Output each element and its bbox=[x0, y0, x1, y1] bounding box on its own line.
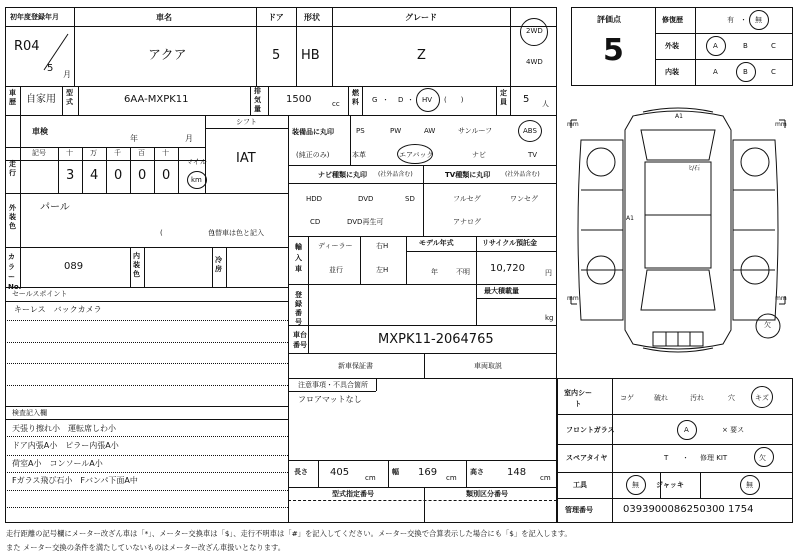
reg-number-label: 登録番号 bbox=[295, 291, 302, 326]
tv-fullseg: フルセグ bbox=[453, 195, 481, 203]
navi-dvd-play: DVD再生可 bbox=[347, 218, 384, 226]
fuel-label: 燃料 bbox=[352, 89, 359, 106]
grade-label: グレード bbox=[405, 13, 437, 22]
import-dealer: ディーラー bbox=[318, 242, 353, 250]
width-value: 169 bbox=[418, 467, 438, 478]
tv-oneseg: ワンセグ bbox=[510, 195, 538, 203]
max-load-kg: kg bbox=[545, 314, 554, 322]
windshield-label: フロントガラス bbox=[566, 426, 615, 434]
length-cm: cm bbox=[365, 474, 376, 482]
equip-tv: TV bbox=[528, 151, 538, 159]
color-note: 色替車は色と記入 bbox=[208, 229, 264, 237]
ac-label: 冷房 bbox=[215, 256, 222, 273]
spare-dot: ・ bbox=[682, 454, 689, 462]
inspector-line-1: ドア内張A小 ピラー内張A小 bbox=[12, 441, 119, 450]
equip-sunroof: サンルーフ bbox=[458, 127, 493, 135]
reg-era: R04 bbox=[14, 39, 40, 54]
odometer-digit-4: 0 bbox=[162, 168, 171, 183]
jack-value: 無 bbox=[746, 481, 753, 489]
odometer-unit-2: 千 bbox=[114, 149, 121, 157]
fuel-d: D bbox=[398, 96, 404, 104]
displacement-label: 排気量 bbox=[254, 87, 261, 113]
tv-analog: アナログ bbox=[453, 218, 481, 226]
windshield-a: A bbox=[684, 426, 689, 434]
diagram-hk: ﾋ/石 bbox=[689, 165, 701, 172]
equip-navi: ナビ bbox=[472, 151, 486, 159]
odometer-unit-1: 万 bbox=[90, 149, 97, 157]
fuel-hv: HV bbox=[422, 96, 433, 104]
recycle-value: 10,720 bbox=[490, 263, 525, 274]
width-label: 幅 bbox=[392, 468, 399, 476]
color-label: 外装色 bbox=[9, 204, 16, 230]
seat-kizu: キズ bbox=[755, 394, 769, 402]
inspector-line-2: 荷室A小 コンソールA小 bbox=[12, 459, 103, 468]
capacity-label: 定員 bbox=[500, 89, 507, 106]
odometer-digit-0: 3 bbox=[66, 168, 75, 183]
tv-sub: (社外品含む) bbox=[505, 171, 540, 178]
seat-koge: コゲ bbox=[620, 394, 634, 402]
recycle-label: リサイクル預託金 bbox=[482, 239, 538, 247]
repair-yes: 有 bbox=[727, 16, 734, 24]
capacity: 5 bbox=[523, 94, 530, 105]
length-label: 長さ bbox=[294, 468, 308, 476]
navi-hdd: HDD bbox=[306, 195, 323, 203]
windshield-note: × 要ス bbox=[722, 426, 745, 434]
interior-a: A bbox=[713, 68, 718, 76]
footer-line-2: また メーター交換の条件を満たしていないものはメーター改ざん車扱いとなります。 bbox=[6, 543, 286, 552]
tools-value: 無 bbox=[632, 481, 639, 489]
odometer-label: 走行 bbox=[9, 160, 16, 177]
color-value: パール bbox=[40, 202, 70, 213]
reg-month: 5 bbox=[47, 63, 54, 74]
shift-label: シフト bbox=[236, 118, 257, 126]
notes-label: 注意事項・不具合箇所 bbox=[298, 381, 368, 389]
odometer-digit-1: 4 bbox=[90, 168, 99, 183]
interior-color-label: 内装色 bbox=[133, 252, 140, 278]
interior-b: B bbox=[743, 68, 748, 76]
doors: 5 bbox=[272, 48, 281, 63]
car-damage-diagram bbox=[563, 100, 793, 360]
odometer-unit-4: 十 bbox=[162, 149, 169, 157]
equip-abs: ABS bbox=[523, 127, 537, 135]
interior-label: 内装 bbox=[665, 68, 679, 76]
footer-line-1: 走行距離の記号欄にメーター改ざん車は「*」、メーター交換車は「$」、走行不明車は「#」を記入してください。メーター交換で合算表示した場合にも「$」を記入します。 bbox=[6, 529, 572, 538]
shape: HB bbox=[301, 48, 320, 63]
model-year-label: モデル年式 bbox=[419, 239, 454, 247]
color-no: 089 bbox=[64, 261, 84, 272]
import-left-h: 左H bbox=[376, 266, 389, 274]
color-note-paren: ( ) bbox=[160, 229, 215, 237]
seat-label: 室内シート bbox=[564, 389, 592, 408]
tools-label: 工具 bbox=[573, 481, 587, 489]
repair-dot: ・ bbox=[740, 16, 747, 24]
month-unit: 月 bbox=[63, 70, 71, 79]
diagram-ketsu: 欠 bbox=[764, 321, 771, 329]
odometer-sym-label: 記号 bbox=[32, 149, 46, 157]
recycle-yen: 円 bbox=[545, 269, 552, 277]
spare-t: T bbox=[664, 454, 669, 462]
type-designation-label: 型式指定番号 bbox=[332, 490, 374, 498]
exterior-a: A bbox=[713, 42, 718, 50]
diagram-a1-top: A1 bbox=[675, 113, 683, 120]
seat-ana: 穴 bbox=[728, 394, 735, 402]
new-car-warranty: 新車保証書 bbox=[338, 362, 373, 370]
equip-pw: PW bbox=[390, 127, 402, 135]
equipment-sub: (純正のみ) bbox=[296, 151, 330, 159]
height-value: 148 bbox=[507, 467, 527, 478]
fuel-dot-2: ・ bbox=[407, 96, 414, 104]
odometer-unit-3: 百 bbox=[138, 149, 145, 157]
class-number-label: 類別区分番号 bbox=[466, 490, 508, 498]
diagram-a1-side: A1 bbox=[626, 215, 634, 222]
management-label: 管理番号 bbox=[565, 506, 593, 514]
jack-label: ジャッキ bbox=[656, 481, 684, 489]
height-cm: cm bbox=[540, 474, 551, 482]
model-label: 型式 bbox=[66, 89, 73, 106]
notes-value: フロアマットなし bbox=[298, 395, 362, 404]
displacement: 1500 bbox=[286, 94, 312, 105]
diagram-mm-tl: mm bbox=[567, 121, 579, 128]
chassis-value: MXPK11-2064765 bbox=[378, 332, 494, 347]
repair-no: 無 bbox=[755, 16, 762, 24]
height-label: 高さ bbox=[470, 468, 484, 476]
model-year-unknown: 不明 bbox=[456, 268, 470, 276]
import-right-h: 右H bbox=[376, 242, 389, 250]
navi-sd: SD bbox=[405, 195, 415, 203]
fuel-g: G bbox=[372, 96, 378, 104]
door-label: ドア bbox=[268, 13, 284, 22]
repair-history-label: 修復歴 bbox=[662, 16, 683, 24]
cc-unit: cc bbox=[332, 100, 340, 108]
width-cm: cm bbox=[446, 474, 457, 482]
seat-yogore: 汚れ bbox=[690, 394, 704, 402]
max-load-label: 最大積載量 bbox=[484, 287, 519, 295]
shape-label: 形状 bbox=[304, 13, 320, 22]
usage-label: 車歴 bbox=[9, 89, 16, 106]
car-name: アクア bbox=[148, 48, 187, 63]
inspection-label: 車検 bbox=[32, 127, 48, 136]
tv-label: TV種類に丸印 bbox=[445, 171, 491, 179]
equipment-label: 装備品に丸印 bbox=[292, 128, 334, 136]
sales-point-label: セールスポイント bbox=[12, 290, 68, 298]
spare-repair-kit: 修理 KIT bbox=[700, 454, 728, 462]
model-year-year: 年 bbox=[431, 268, 438, 276]
import-parallel: 並行 bbox=[329, 266, 343, 274]
fuel-dot-1: ・ bbox=[382, 96, 389, 104]
length-value: 405 bbox=[330, 467, 350, 478]
fuel-paren: ( ) bbox=[444, 96, 464, 104]
navi-dvd: DVD bbox=[358, 195, 374, 203]
inspector-line-0: 天張り擦れ小 運転席しわ小 bbox=[12, 424, 116, 433]
score-label: 評価点 bbox=[597, 15, 621, 24]
inspection-year: 年 bbox=[130, 134, 138, 143]
score-value: 5 bbox=[603, 33, 624, 68]
diagram-mm-br: mm bbox=[775, 295, 787, 302]
usage: 自家用 bbox=[26, 94, 56, 105]
first-reg-label: 初年度登録年月 bbox=[10, 13, 59, 21]
odometer-mile: マイル bbox=[186, 158, 207, 166]
grade: Z bbox=[417, 48, 426, 63]
equip-aw: AW bbox=[424, 127, 436, 135]
management-value: 0393900086250300 1754 bbox=[623, 504, 754, 515]
spare-ketsu: 欠 bbox=[759, 454, 766, 462]
import-label: 輸入車 bbox=[295, 243, 302, 273]
equip-ps: PS bbox=[356, 127, 365, 135]
navi-label: ナビ種類に丸印 bbox=[318, 171, 367, 179]
odometer-unit-0: 十 bbox=[66, 149, 73, 157]
seat-yabure: 破れ bbox=[654, 394, 668, 402]
spare-label: スペアタイヤ bbox=[566, 454, 608, 462]
exterior-label: 外装 bbox=[665, 42, 679, 50]
sales-point-value: キーレス バックカメラ bbox=[14, 305, 102, 314]
diagram-mm-tr: mm bbox=[775, 121, 787, 128]
exterior-b: B bbox=[743, 42, 748, 50]
equip-leather: 本革 bbox=[352, 151, 366, 159]
chassis-label: 車台番号 bbox=[293, 331, 307, 349]
drive-2wd: 2WD bbox=[526, 27, 543, 35]
inspector-line-3: Fガラス飛び石小 Fバンパ下面A中 bbox=[12, 476, 138, 485]
person-unit: 人 bbox=[542, 100, 549, 108]
odometer-km: km bbox=[191, 176, 202, 184]
odometer-digit-3: 0 bbox=[138, 168, 147, 183]
model: 6AA-MXPK11 bbox=[124, 94, 189, 105]
color-no-label: カラーNo. bbox=[8, 253, 22, 291]
inspector-label: 検査記入欄 bbox=[12, 409, 47, 417]
navi-sub: (社外品含む) bbox=[378, 171, 413, 178]
shift: IAT bbox=[236, 151, 256, 166]
interior-c: C bbox=[771, 68, 776, 76]
diagram-mm-bl: mm bbox=[567, 295, 579, 302]
drive-4wd: 4WD bbox=[526, 58, 543, 66]
inspection-month: 月 bbox=[185, 134, 193, 143]
exterior-c: C bbox=[771, 42, 776, 50]
equip-airbag: エアバック bbox=[399, 151, 434, 159]
odometer-digit-2: 0 bbox=[114, 168, 123, 183]
vehicle-manual: 車両取説 bbox=[474, 362, 502, 370]
navi-cd: CD bbox=[310, 218, 321, 226]
car-name-label: 車名 bbox=[156, 13, 172, 22]
